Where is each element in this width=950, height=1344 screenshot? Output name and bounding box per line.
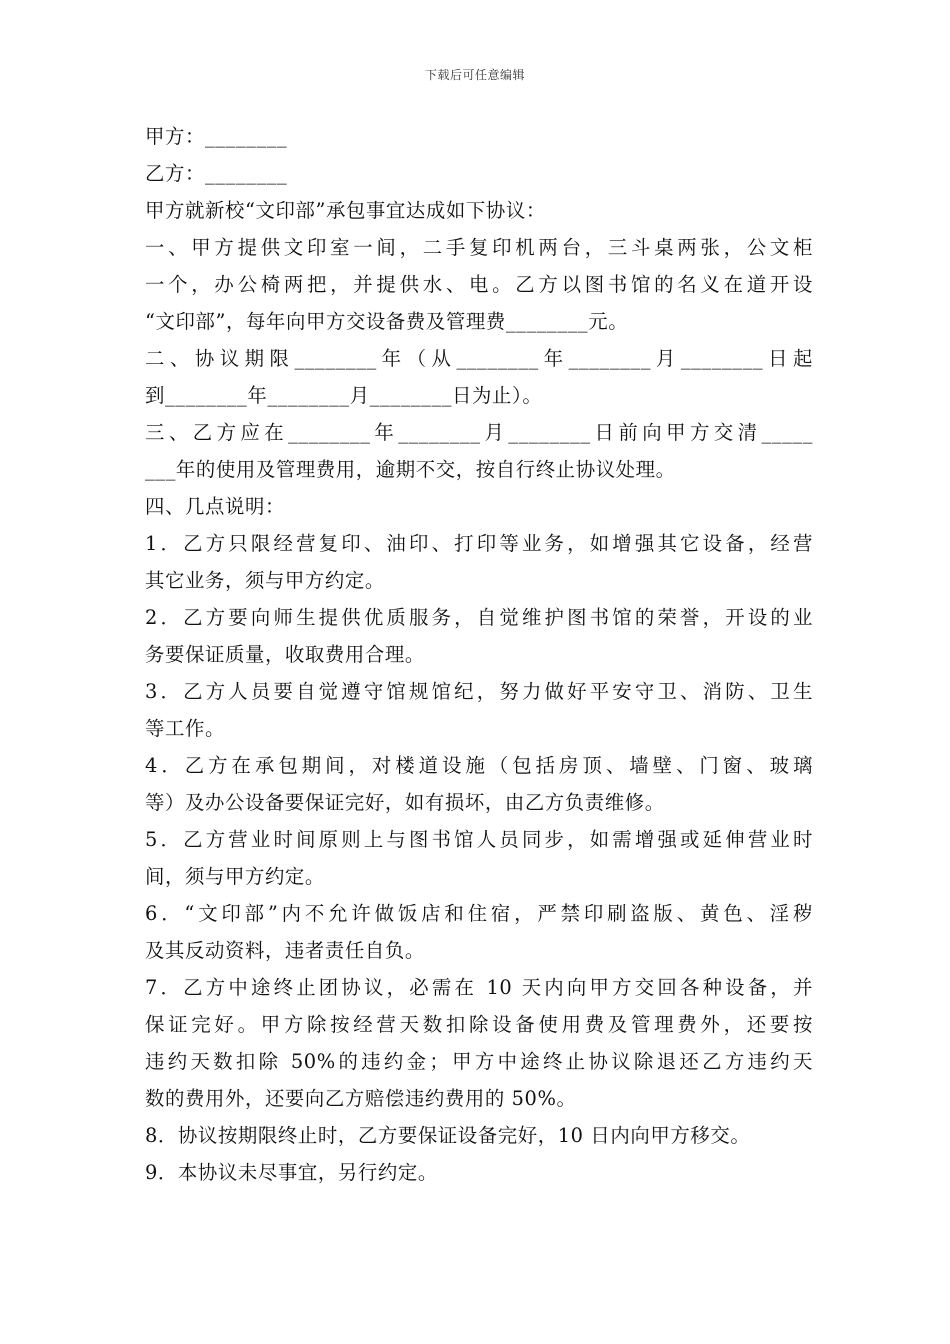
note-2-line: 2．乙方要向师生提供优质服务，自觉维护图书馆的荣誉，开设的业 xyxy=(145,606,813,629)
note-5-line: 间，须与甲方约定。 xyxy=(145,865,325,888)
note-7-line: 违约天数扣除 50%的违约金；甲方中途终止协议除退还乙方违约天 xyxy=(145,1050,813,1073)
note-9-line: 9．本协议未尽事宜，另行约定。 xyxy=(145,1161,438,1184)
note-7-line: 数的费用外，还要向乙方赔偿违约费用的 50%。 xyxy=(145,1087,577,1110)
party-b-line: 乙方：________ xyxy=(145,162,288,185)
note-7-line: 7．乙方中途终止团协议，必需在 10 天内向甲方交回各种设备，并 xyxy=(145,976,813,999)
note-8-line: 8．协议按期限终止时，乙方要保证设备完好，10 日内向甲方移交。 xyxy=(145,1124,751,1147)
note-4-line: 等）及办公设备要保证完好，如有损坏，由乙方负责维修。 xyxy=(145,791,665,814)
note-1-line: 其它业务，须与甲方约定。 xyxy=(145,569,385,592)
document-body xyxy=(145,118,813,1191)
header-note: 下载后可任意编辑 xyxy=(424,68,525,82)
note-2-line: 务要保证质量，收取费用合理。 xyxy=(145,643,425,666)
note-5-line: 5．乙方营业时间原则上与图书馆人员同步，如需增强或延伸营业时 xyxy=(145,828,813,851)
clause-4-heading: 四、几点说明： xyxy=(145,495,285,518)
clause-1-line: “文印部”，每年向甲方交设备费及管理费________元。 xyxy=(145,310,629,333)
note-6-line: 及其反动资料，违者责任自负。 xyxy=(145,939,425,962)
clause-2-line: 到________年________月________日为止）。 xyxy=(145,384,543,407)
clause-1-line: 一个，办公椅两把，并提供水、电。乙方以图书馆的名义在道开设 xyxy=(145,273,813,296)
clause-1-line: 一、甲方提供文印室一间，二手复印机两台，三斗桌两张，公文柜 xyxy=(145,236,813,259)
note-4-line: 4．乙方在承包期间，对楼道设施（包括房顶、墙壁、门窗、玻璃 xyxy=(145,754,813,777)
note-6-line: 6．“文印部”内不允许做饭店和住宿，严禁印刷盗版、黄色、淫秽 xyxy=(145,902,813,925)
clause-3-line: ___年的使用及管理费用，逾期不交，按自行终止协议处理。 xyxy=(145,458,676,481)
note-3-line: 等工作。 xyxy=(145,717,225,740)
note-7-line: 保证完好。甲方除按经营天数扣除设备使用费及管理费外，还要按 xyxy=(145,1013,813,1036)
party-a-line: 甲方：________ xyxy=(145,125,288,148)
clause-3-line: 三、乙方应在________年________月________日前向甲方交清_____ xyxy=(145,421,813,444)
preamble-line: 甲方就新校“文印部”承包事宜达成如下协议： xyxy=(145,199,546,222)
clause-2-line: 二、协议期限________年（从________年________月________日起 xyxy=(145,347,813,370)
note-3-line: 3．乙方人员要自觉遵守馆规馆纪，努力做好平安守卫、消防、卫生 xyxy=(145,680,813,703)
note-1-line: 1．乙方只限经营复印、油印、打印等业务，如增强其它设备，经营 xyxy=(145,532,813,555)
